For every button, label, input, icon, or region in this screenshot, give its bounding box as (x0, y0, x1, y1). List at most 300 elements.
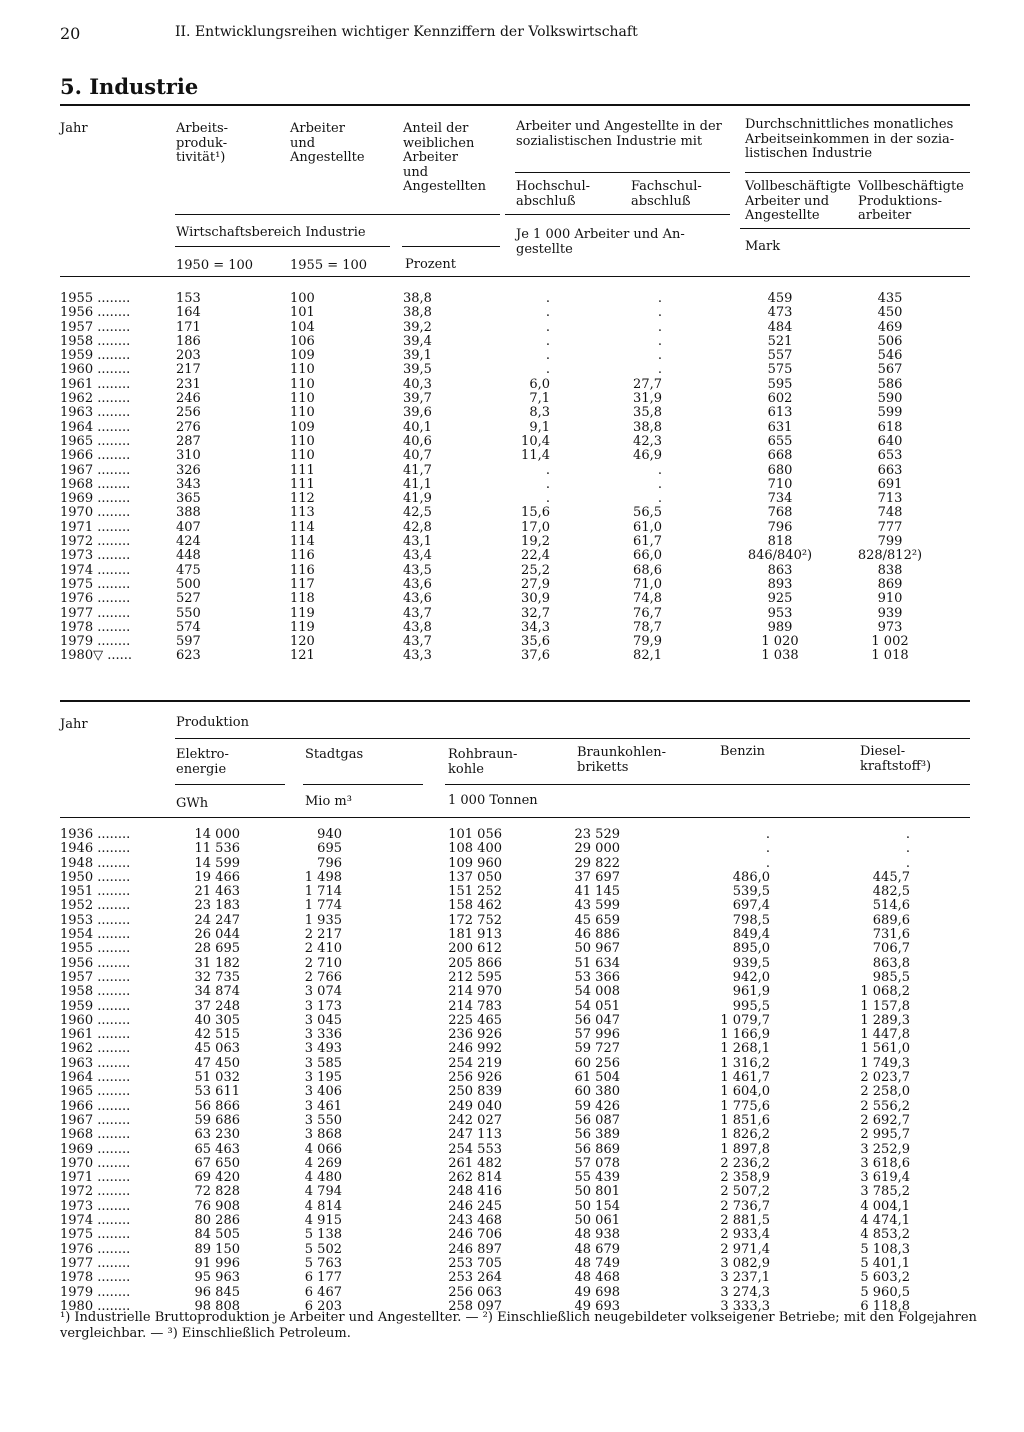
hochschul-cell: 35,6 (521, 634, 550, 650)
hochschul-cell: 10,4 (521, 433, 550, 449)
elektro-cell: 95 963 (194, 1270, 240, 1286)
benzin-cell: 2 933,4 (720, 1227, 770, 1243)
elektro-cell: 91 996 (194, 1255, 240, 1271)
briketts-cell: 48 749 (574, 1255, 620, 1271)
arbeiter-cell: 110 (290, 362, 315, 378)
elektro-cell: 76 908 (194, 1198, 240, 1214)
anteil-cell: 43,1 (403, 534, 432, 550)
year-cell: 1946 ........ (60, 841, 131, 857)
diesel-cell: 1 561,0 (860, 1041, 910, 1057)
fachschul-cell: . (657, 491, 662, 507)
benzin-cell: 895,0 (732, 941, 770, 957)
arbeiter-cell: 101 (290, 305, 315, 321)
t1-vollbesch-aa-column (735, 292, 825, 664)
diesel-cell: 4 474,1 (860, 1213, 910, 1229)
stadtgas-cell: 3 585 (304, 1055, 342, 1071)
vollbesch-pa-cell: 567 (877, 362, 903, 378)
t2-header-jahr: Jahr (60, 717, 88, 732)
year-cell: 1972 ........ (60, 1184, 131, 1200)
year-cell: 1972 ........ (60, 534, 131, 550)
running-head: II. Entwicklungsreihen wichtiger Kennziffern der Volkswirtschaft (175, 24, 638, 40)
vollbesch-pa-cell: 450 (877, 305, 903, 321)
anteil-cell: 40,6 (403, 433, 432, 449)
benzin-cell: 3 082,9 (720, 1255, 770, 1271)
t1-header-prozent: Prozent (405, 257, 456, 272)
year-cell: 1958 ........ (60, 333, 131, 349)
vollbesch-pa-cell: 653 (877, 448, 903, 464)
briketts-cell: 57 996 (574, 1027, 620, 1043)
rohbraun-cell: 249 040 (448, 1098, 502, 1114)
vollbesch-aa-cell: 613 (767, 405, 793, 421)
vollbesch-pa-cell: 777 (877, 519, 903, 535)
hochschul-cell: 34,3 (521, 619, 550, 635)
diesel-cell: 706,7 (872, 941, 910, 957)
fachschul-cell: 76,7 (633, 605, 662, 621)
benzin-cell: 1 079,7 (720, 1012, 770, 1028)
anteil-cell: 40,3 (403, 376, 432, 392)
anteil-cell: 41,7 (403, 462, 432, 478)
vollbesch-aa-cell: 925 (767, 591, 793, 607)
diesel-cell: . (905, 855, 910, 871)
benzin-cell: 2 507,2 (720, 1184, 770, 1200)
diesel-cell: 689,6 (872, 912, 910, 928)
fachschul-cell: 61,7 (633, 534, 662, 550)
diesel-cell: 3 618,6 (860, 1155, 910, 1171)
stadtgas-cell: 5 763 (304, 1255, 342, 1271)
fachschul-cell: . (657, 462, 662, 478)
rohbraun-cell: 262 814 (448, 1170, 502, 1186)
t2-briketts-column (565, 828, 620, 1314)
arbeiter-cell: 112 (290, 491, 315, 507)
stadtgas-cell: 4 814 (304, 1198, 342, 1214)
briketts-cell: 29 000 (574, 841, 620, 857)
briketts-cell: 41 145 (574, 884, 620, 900)
benzin-cell: . (765, 827, 770, 842)
stadtgas-cell: 3 195 (304, 1070, 342, 1086)
year-cell: 1962 ........ (60, 391, 131, 407)
fachschul-cell: 78,7 (633, 619, 662, 635)
briketts-cell: 50 801 (574, 1184, 620, 1200)
year-cell: 1959 ........ (60, 348, 131, 364)
produktivitaet-cell: 153 (176, 291, 201, 306)
rohbraun-cell: 250 839 (448, 1084, 502, 1100)
t1-fachschul-column (612, 292, 662, 664)
stadtgas-cell: 2 766 (304, 969, 342, 985)
briketts-cell: 54 008 (574, 984, 620, 1000)
elektro-cell: 23 183 (194, 898, 240, 914)
briketts-cell: 46 886 (574, 927, 620, 943)
vollbesch-pa-cell: 469 (877, 319, 903, 335)
t1-header-hochschul: Hochschul- abschluß (516, 179, 591, 209)
hochschul-cell: . (545, 319, 550, 335)
benzin-cell: 1 166,9 (720, 1027, 770, 1043)
vollbesch-pa-cell: 618 (877, 419, 903, 435)
fachschul-cell: 79,9 (633, 634, 662, 650)
hochschul-cell: . (545, 491, 550, 507)
briketts-cell: 23 529 (574, 827, 620, 842)
t1-header-einkommen: Durchschnittliches monatliches Arbeitseinkommen in der sozia- listischen Industrie (745, 117, 955, 161)
hochschul-cell: 37,6 (521, 648, 550, 664)
vollbesch-pa-cell: 1 002 (871, 634, 909, 650)
produktivitaet-cell: 276 (176, 419, 201, 435)
elektro-cell: 11 536 (194, 841, 240, 857)
stadtgas-cell: 5 138 (304, 1227, 342, 1243)
t2-diesel-column (840, 828, 910, 1314)
t1-header-unit-1955: 1955 = 100 (290, 258, 368, 273)
year-cell: 1961 ........ (60, 376, 131, 392)
briketts-cell: 53 366 (574, 969, 620, 985)
hochschul-cell: 9,1 (529, 419, 550, 435)
table1-rule-prozent (402, 246, 500, 247)
anteil-cell: 38,8 (403, 305, 432, 321)
anteil-cell: 43,6 (403, 576, 432, 592)
vollbesch-pa-cell: 973 (877, 619, 903, 635)
year-cell: 1965 ........ (60, 1084, 131, 1100)
year-cell: 1960 ........ (60, 362, 131, 378)
elektro-cell: 28 695 (194, 941, 240, 957)
diesel-cell: 1 447,8 (860, 1027, 910, 1043)
vollbesch-pa-cell: 663 (877, 462, 903, 478)
elektro-cell: 45 063 (194, 1041, 240, 1057)
rohbraun-cell: 225 465 (448, 1012, 502, 1028)
vollbesch-pa-cell: 748 (877, 505, 903, 521)
arbeiter-cell: 111 (290, 476, 315, 492)
fachschul-cell: 27,7 (633, 376, 662, 392)
stadtgas-cell: 6 203 (304, 1298, 342, 1314)
diesel-cell: 6 118,8 (860, 1298, 910, 1314)
diesel-cell: 3 252,9 (860, 1141, 910, 1157)
produktivitaet-cell: 343 (176, 476, 201, 492)
briketts-cell: 50 154 (574, 1198, 620, 1214)
elektro-cell: 42 515 (194, 1027, 240, 1043)
produktivitaet-cell: 597 (176, 634, 201, 650)
vollbesch-aa-cell: 473 (767, 305, 793, 321)
year-cell: 1952 ........ (60, 898, 131, 914)
rohbraun-cell: 261 482 (448, 1155, 502, 1171)
vollbesch-aa-cell: 734 (767, 491, 793, 507)
briketts-cell: 56 087 (574, 1112, 620, 1128)
table2-rule-gwh (175, 784, 285, 785)
anteil-cell: 43,6 (403, 591, 432, 607)
year-cell: 1962 ........ (60, 1041, 131, 1057)
benzin-cell: 3 237,1 (720, 1270, 770, 1286)
stadtgas-cell: 695 (317, 841, 342, 857)
produktivitaet-cell: 164 (176, 305, 201, 321)
t2-header-stadtgas: Stadtgas (305, 747, 364, 762)
rohbraun-cell: 246 245 (448, 1198, 502, 1214)
anteil-cell: 39,6 (403, 405, 432, 421)
benzin-cell: 2 736,7 (720, 1198, 770, 1214)
vollbesch-aa-cell: 1 020 (761, 634, 799, 650)
anteil-cell: 42,8 (403, 519, 432, 535)
rohbraun-cell: 108 400 (448, 841, 502, 857)
anteil-cell: 39,2 (403, 319, 432, 335)
diesel-cell: 5 960,5 (860, 1284, 910, 1300)
elektro-cell: 47 450 (194, 1055, 240, 1071)
elektro-cell: 51 032 (194, 1070, 240, 1086)
hochschul-cell: . (545, 462, 550, 478)
produktivitaet-cell: 365 (176, 491, 201, 507)
vollbesch-aa-cell: 953 (767, 605, 793, 621)
diesel-cell: 1 749,3 (860, 1055, 910, 1071)
hochschul-cell: 27,9 (521, 576, 550, 592)
produktivitaet-cell: 424 (176, 534, 201, 550)
year-cell: 1955 ........ (60, 941, 131, 957)
arbeiter-cell: 106 (290, 333, 315, 349)
year-cell: 1977 ........ (60, 605, 131, 621)
anteil-cell: 42,5 (403, 505, 432, 521)
table1-rule-wirtschaftsbereich (175, 214, 500, 215)
arbeiter-cell: 121 (290, 648, 315, 664)
vollbesch-aa-cell: 768 (767, 505, 793, 521)
year-cell: 1970 ........ (60, 505, 131, 521)
rohbraun-cell: 109 960 (448, 855, 502, 871)
produktivitaet-cell: 623 (176, 648, 201, 664)
produktivitaet-cell: 407 (176, 519, 201, 535)
stadtgas-cell: 4 269 (304, 1155, 342, 1171)
anteil-cell: 43,7 (403, 605, 432, 621)
anteil-cell: 39,4 (403, 333, 432, 349)
elektro-cell: 40 305 (194, 1012, 240, 1028)
vollbesch-aa-cell: 668 (767, 448, 793, 464)
briketts-cell: 29 822 (574, 855, 620, 871)
vollbesch-pa-cell: 599 (877, 405, 903, 421)
vollbesch-aa-cell: 893 (767, 576, 793, 592)
elektro-cell: 84 505 (194, 1227, 240, 1243)
t2-header-diesel: Diesel- kraftstoff³) (860, 744, 932, 774)
arbeiter-cell: 119 (290, 605, 315, 621)
year-cell: 1979 ........ (60, 634, 131, 650)
stadtgas-cell: 5 502 (304, 1241, 342, 1257)
fachschul-cell: 74,8 (633, 591, 662, 607)
stadtgas-cell: 1 498 (304, 869, 342, 885)
vollbesch-pa-cell: 640 (877, 433, 903, 449)
table2-bottom-rule (60, 817, 970, 818)
vollbesch-aa-cell: 631 (767, 419, 793, 435)
t2-header-tonnen: 1 000 Tonnen (448, 793, 538, 808)
year-cell: 1958 ........ (60, 984, 131, 1000)
fachschul-cell: 71,0 (633, 576, 662, 592)
benzin-cell: 1 851,6 (720, 1112, 770, 1128)
briketts-cell: 59 727 (574, 1041, 620, 1057)
vollbesch-aa-cell: 989 (767, 619, 793, 635)
rohbraun-cell: 254 553 (448, 1141, 502, 1157)
arbeiter-cell: 111 (290, 462, 315, 478)
hochschul-cell: 17,0 (521, 519, 550, 535)
elektro-cell: 69 420 (194, 1170, 240, 1186)
rohbraun-cell: 158 462 (448, 898, 502, 914)
elektro-cell: 98 808 (194, 1298, 240, 1314)
arbeiter-cell: 110 (290, 376, 315, 392)
year-cell: 1953 ........ (60, 912, 131, 928)
t2-benzin-column (700, 828, 770, 1314)
table2-rule-mio (303, 784, 423, 785)
hochschul-cell: 8,3 (529, 405, 550, 421)
elektro-cell: 96 845 (194, 1284, 240, 1300)
diesel-cell: 2 258,0 (860, 1084, 910, 1100)
diesel-cell: 2 023,7 (860, 1070, 910, 1086)
elektro-cell: 65 463 (194, 1141, 240, 1157)
diesel-cell: 1 157,8 (860, 998, 910, 1014)
hochschul-cell: 19,2 (521, 534, 550, 550)
year-cell: 1975 ........ (60, 1227, 131, 1243)
benzin-cell: 3 333,3 (720, 1298, 770, 1314)
rohbraun-cell: 256 926 (448, 1070, 502, 1086)
arbeiter-cell: 114 (290, 519, 315, 535)
briketts-cell: 49 693 (574, 1298, 620, 1314)
arbeiter-cell: 119 (290, 619, 315, 635)
produktivitaet-cell: 231 (176, 376, 201, 392)
table1-rule-mark (740, 228, 970, 229)
year-cell: 1975 ........ (60, 576, 131, 592)
anteil-cell: 40,1 (403, 419, 432, 435)
rohbraun-cell: 205 866 (448, 955, 502, 971)
fachschul-cell: 61,0 (633, 519, 662, 535)
vollbesch-pa-cell: 838 (877, 562, 903, 578)
t1-header-vollbesch-pa: Vollbeschäftigte Produktions- arbeiter (858, 179, 964, 223)
benzin-cell: . (765, 855, 770, 871)
hochschul-cell: 7,1 (529, 391, 550, 407)
t1-vollbesch-pa-column (845, 292, 935, 664)
anteil-cell: 43,8 (403, 619, 432, 635)
year-cell: 1973 ........ (60, 1198, 131, 1214)
fachschul-cell: 31,9 (633, 391, 662, 407)
year-cell: 1979 ........ (60, 1284, 131, 1300)
benzin-cell: 939,5 (732, 955, 770, 971)
produktivitaet-cell: 256 (176, 405, 201, 421)
elektro-cell: 21 463 (194, 884, 240, 900)
briketts-cell: 51 634 (574, 955, 620, 971)
elektro-cell: 53 611 (194, 1084, 240, 1100)
stadtgas-cell: 6 467 (304, 1284, 342, 1300)
year-cell: 1961 ........ (60, 1027, 131, 1043)
t2-header-mio: Mio m³ (305, 794, 352, 809)
rohbraun-cell: 214 783 (448, 998, 502, 1014)
elektro-cell: 72 828 (194, 1184, 240, 1200)
stadtgas-cell: 3 868 (304, 1127, 342, 1143)
table2-rule-tonnen-top (445, 784, 970, 785)
rohbraun-cell: 258 097 (448, 1298, 502, 1314)
diesel-cell: 4 004,1 (860, 1198, 910, 1214)
rohbraun-cell: 151 252 (448, 884, 502, 900)
rohbraun-cell: 246 706 (448, 1227, 502, 1243)
vollbesch-aa-cell: 818 (767, 534, 793, 550)
rohbraun-cell: 200 612 (448, 941, 502, 957)
vollbesch-pa-cell: 590 (877, 391, 903, 407)
briketts-cell: 57 078 (574, 1155, 620, 1171)
stadtgas-cell: 940 (317, 827, 342, 842)
fachschul-cell: 38,8 (633, 419, 662, 435)
year-cell: 1977 ........ (60, 1255, 131, 1271)
briketts-cell: 45 659 (574, 912, 620, 928)
year-cell: 1951 ........ (60, 884, 131, 900)
diesel-cell: 5 108,3 (860, 1241, 910, 1257)
vollbesch-pa-cell: 691 (877, 476, 903, 492)
benzin-cell: 2 358,9 (720, 1170, 770, 1186)
diesel-cell: 1 068,2 (860, 984, 910, 1000)
vollbesch-aa-cell: 575 (767, 362, 793, 378)
vollbesch-aa-cell: 710 (767, 476, 793, 492)
rohbraun-cell: 248 416 (448, 1184, 502, 1200)
year-cell: 1936 ........ (60, 827, 131, 842)
vollbesch-pa-cell: 869 (877, 576, 903, 592)
year-cell: 1950 ........ (60, 869, 131, 885)
produktivitaet-cell: 448 (176, 548, 201, 564)
vollbesch-aa-cell: 655 (767, 433, 793, 449)
rohbraun-cell: 253 264 (448, 1270, 502, 1286)
arbeiter-cell: 110 (290, 391, 315, 407)
t2-header-briketts: Braunkohlen- briketts (577, 745, 666, 775)
rohbraun-cell: 242 027 (448, 1112, 502, 1128)
year-cell: 1963 ........ (60, 405, 131, 421)
hochschul-cell: . (545, 291, 550, 306)
t1-hochschul-column (500, 292, 550, 664)
t2-rohbraun-column (440, 828, 502, 1314)
anteil-cell: 41,1 (403, 476, 432, 492)
rohbraun-cell: 214 970 (448, 984, 502, 1000)
produktivitaet-cell: 326 (176, 462, 201, 478)
elektro-cell: 37 248 (194, 998, 240, 1014)
year-cell: 1971 ........ (60, 519, 131, 535)
benzin-cell: 1 775,6 (720, 1098, 770, 1114)
elektro-cell: 63 230 (194, 1127, 240, 1143)
table1-rule-vollbesch (745, 172, 970, 173)
year-cell: 1968 ........ (60, 476, 131, 492)
t1-header-vollbesch-aa: Vollbeschäftigte Arbeiter und Angestellte (745, 179, 851, 223)
arbeiter-cell: 116 (290, 562, 315, 578)
hochschul-cell: 32,7 (521, 605, 550, 621)
fachschul-cell: 82,1 (633, 648, 662, 664)
briketts-cell: 60 256 (574, 1055, 620, 1071)
t2-header-produktion: Produktion (176, 715, 249, 730)
produktivitaet-cell: 186 (176, 333, 201, 349)
anteil-cell: 38,8 (403, 291, 432, 306)
t1-arbeiter-column (290, 292, 315, 664)
benzin-cell: 2 971,4 (720, 1241, 770, 1257)
year-cell: 1978 ........ (60, 1270, 131, 1286)
rohbraun-cell: 236 926 (448, 1027, 502, 1043)
table2-rule-produktion (175, 738, 970, 739)
vollbesch-pa-cell: 586 (877, 376, 903, 392)
produktivitaet-cell: 171 (176, 319, 201, 335)
briketts-cell: 50 061 (574, 1213, 620, 1229)
briketts-cell: 56 869 (574, 1141, 620, 1157)
briketts-cell: 48 468 (574, 1270, 620, 1286)
fachschul-cell: 66,0 (633, 548, 662, 564)
briketts-cell: 55 439 (574, 1170, 620, 1186)
diesel-cell: 514,6 (872, 898, 910, 914)
stadtgas-cell: 1 935 (304, 912, 342, 928)
briketts-cell: 37 697 (574, 869, 620, 885)
briketts-cell: 56 047 (574, 1012, 620, 1028)
t1-header-wirtschaftsbereich: Wirtschaftsbereich Industrie (176, 225, 366, 240)
rohbraun-cell: 246 992 (448, 1041, 502, 1057)
vollbesch-pa-cell: 799 (877, 534, 903, 550)
stadtgas-cell: 1 774 (304, 898, 342, 914)
elektro-cell: 14 000 (194, 827, 240, 842)
briketts-cell: 61 504 (574, 1070, 620, 1086)
hochschul-cell: 11,4 (521, 448, 550, 464)
benzin-cell: 1 268,1 (720, 1041, 770, 1057)
year-cell: 1954 ........ (60, 927, 131, 943)
elektro-cell: 26 044 (194, 927, 240, 943)
hochschul-cell: . (545, 476, 550, 492)
stadtgas-cell: 3 461 (304, 1098, 342, 1114)
year-cell: 1959 ........ (60, 998, 131, 1014)
fachschul-cell: . (657, 362, 662, 378)
produktivitaet-cell: 203 (176, 348, 201, 364)
diesel-cell: 985,5 (872, 969, 910, 985)
